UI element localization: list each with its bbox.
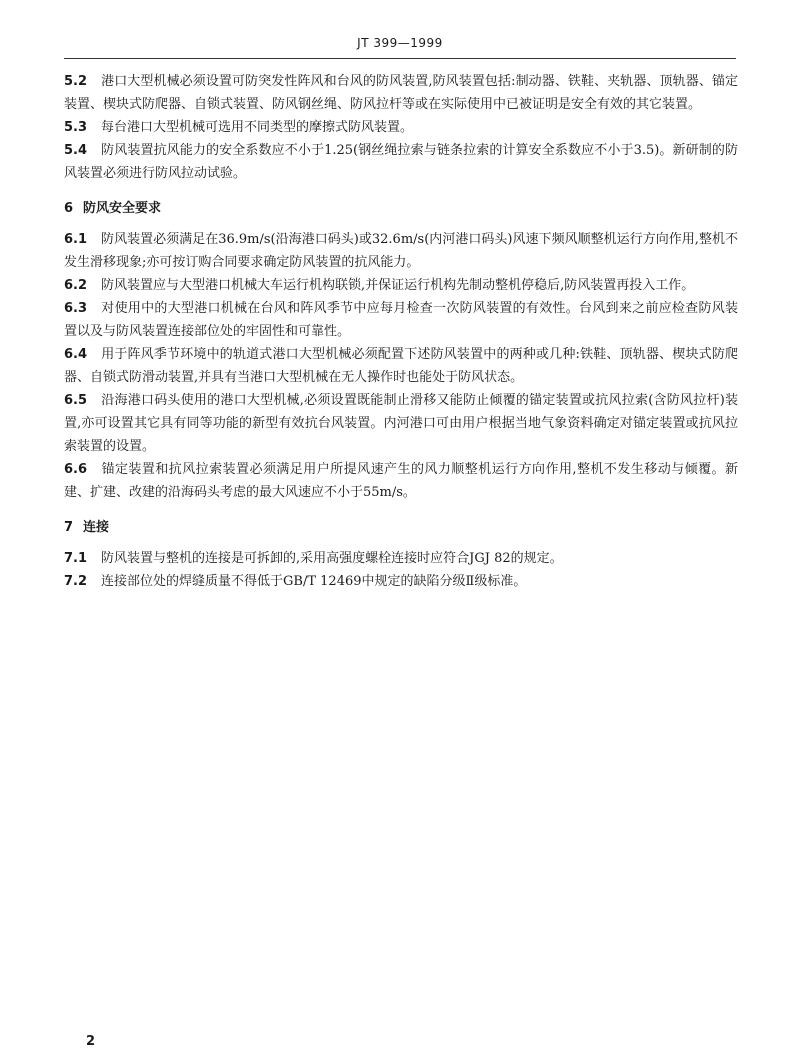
clause-number: 6.4 — [64, 347, 88, 362]
clause-number: 6.1 — [64, 232, 88, 247]
clause-text: 对使用中的大型港口机械在台风和阵风季节中应每月检查一次防风装置的有效性。台风到来之前应检查防风装置以及与防风装置连接部位处的牢固性和可靠性。 — [64, 301, 738, 339]
clause-5-3 — [64, 116, 738, 139]
section-6-heading — [64, 197, 738, 220]
clause-6-2 — [64, 274, 738, 297]
clause-5-2 — [64, 70, 738, 116]
section-title: 连接 — [83, 520, 110, 535]
clause-number: 5.2 — [64, 74, 88, 89]
clause-number: 5.4 — [64, 143, 88, 158]
page-header — [64, 36, 736, 58]
clause-7-2 — [64, 570, 738, 593]
clause-6-4 — [64, 343, 738, 389]
clause-text: 防风装置抗风能力的安全系数应不小于1.25(钢丝绳拉索与链条拉索的计算安全系数应不小于3.5)。新研制的防风装置必须进行防风拉动试验。 — [64, 143, 738, 181]
clause-number: 5.3 — [64, 120, 88, 135]
clause-number: 7.2 — [64, 574, 88, 589]
main-content — [64, 70, 738, 593]
clause-text: 防风装置必须满足在36.9m/s(沿海港口码头)或32.6m/s(内河港口码头)风速下频风顺整机运行方向作用,整机不发生滑移现象;亦可按订购合同要求确定防风装置的抗风能力。 — [64, 232, 738, 270]
clause-text: 锚定装置和抗风拉索装置必须满足用户所提风速产生的风力顺整机运行方向作用,整机不发生移动与倾覆。新建、扩建、改建的沿海码头考虑的最大风速应不小于55m/s。 — [64, 462, 738, 500]
section-number: 7 — [64, 520, 74, 535]
clause-number: 7.1 — [64, 551, 88, 566]
clause-number: 6.2 — [64, 278, 88, 293]
clause-text: 每台港口大型机械可选用不同类型的摩擦式防风装置。 — [101, 120, 414, 135]
clause-text: 港口大型机械必须设置可防突发性阵风和台风的防风装置,防风装置包括:制动器、铁鞋、夹轨器、顶轨器、锚定装置、楔块式防爬器、自锁式装置、防风钢丝绳、防风拉杆等或在实际使用中已被证明是安全有效的其它装置。 — [64, 74, 738, 112]
page-number: 2 — [86, 1034, 96, 1049]
clause-text: 用于阵风季节环境中的轨道式港口大型机械必须配置下述防风装置中的两种或几种:铁鞋、顶轨器、楔块式防爬器、自锁式防滑动装置,并具有当港口大型机械在无人操作时也能处于防风状态。 — [64, 347, 738, 385]
clause-7-1 — [64, 547, 738, 570]
standard-code: JT 399—1999 — [357, 36, 443, 50]
section-title: 防风安全要求 — [83, 201, 162, 216]
clause-text: 防风装置应与大型港口机械大车运行机构联锁,并保证运行机构先制动整机停稳后,防风装置再投入工作。 — [101, 278, 695, 293]
clause-6-6 — [64, 458, 738, 504]
clause-text: 沿海港口码头使用的港口大型机械,必须设置既能制止滑移又能防止倾覆的锚定装置或抗风拉索(含防风拉杆)装置,亦可设置其它具有同等功能的新型有效抗台风装置。内河港口可由用户根据当地气象资料确定对锚定装置或抗风拉索装置的设置。 — [64, 393, 738, 454]
clause-6-5 — [64, 389, 738, 458]
section-number: 6 — [64, 201, 74, 216]
clause-6-1 — [64, 228, 738, 274]
clause-text: 连接部位处的焊缝质量不得低于GB/T 12469中规定的缺陷分级Ⅱ级标准。 — [101, 574, 527, 589]
clause-number: 6.6 — [64, 462, 88, 477]
clause-number: 6.5 — [64, 393, 88, 408]
clause-text: 防风装置与整机的连接是可拆卸的,采用高强度螺栓连接时应符合JGJ 82的规定。 — [101, 551, 563, 566]
clause-6-3 — [64, 297, 738, 343]
section-7-heading — [64, 516, 738, 539]
clause-number: 6.3 — [64, 301, 88, 316]
clause-5-4 — [64, 139, 738, 185]
header-rule — [64, 58, 736, 59]
